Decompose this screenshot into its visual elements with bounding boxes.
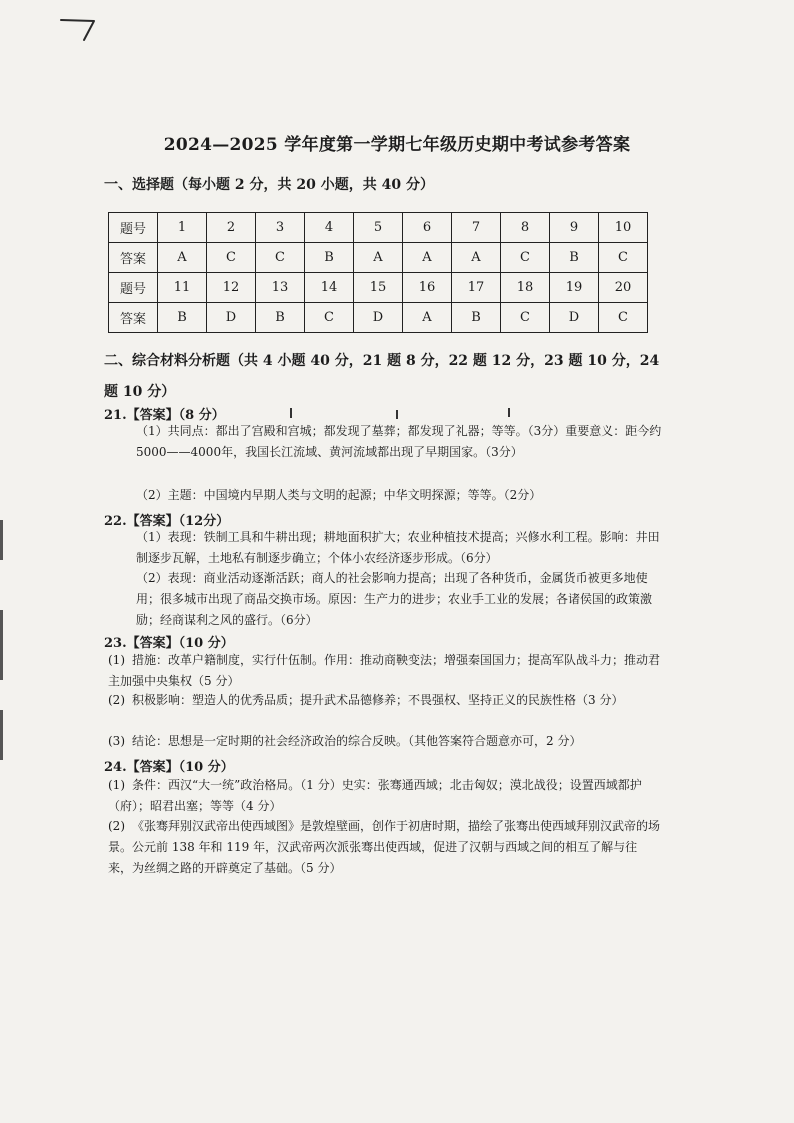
scan-speck	[508, 408, 510, 417]
q23-part3	[108, 731, 660, 752]
q23-part1	[108, 650, 660, 692]
table-cell: 18	[501, 273, 550, 303]
table-cell: 12	[207, 273, 256, 303]
q23-part3-text: 结论：思想是一定时期的社会经济政治的综合反映。（其他答案符合题意亦可，2 分）	[132, 734, 582, 748]
table-row-answers-2	[109, 303, 648, 333]
page-title: 2024—2025 学年度第一学期七年级历史期中考试参考答案	[163, 135, 631, 155]
table-cell: 9	[550, 213, 599, 243]
table-cell: 5	[354, 213, 403, 243]
table-cell: 15	[354, 273, 403, 303]
table-cell: C	[501, 303, 550, 333]
scan-edge-mark	[0, 710, 3, 760]
table-cell: 8	[501, 213, 550, 243]
table-cell: 13	[256, 273, 305, 303]
table-cell: D	[354, 303, 403, 333]
q24-part2-number: (2)	[108, 819, 125, 833]
table-cell: 17	[452, 273, 501, 303]
table-cell: 19	[550, 273, 599, 303]
table-cell: A	[403, 243, 452, 273]
table-cell: A	[403, 303, 452, 333]
table-cell: B	[452, 303, 501, 333]
table-cell: C	[599, 303, 648, 333]
table-cell: C	[305, 303, 354, 333]
table-cell: B	[550, 243, 599, 273]
q23-part1-text: 措施：改革户籍制度，实行什伍制。作用：推动商鞅变法；增强秦国国力；提高军队战斗力；推动君主加强中央集权（5 分）	[108, 653, 661, 688]
q23-part2-text: 积极影响：塑造人的优秀品质；提升武术品德修养；不畏强权、坚持正义的民族性格（3 分）	[132, 693, 624, 707]
row-label-number: 题号	[109, 213, 158, 243]
table-cell: B	[158, 303, 207, 333]
row-label-number: 题号	[109, 273, 158, 303]
q24-part2	[108, 816, 660, 879]
scan-edge-mark	[0, 520, 3, 560]
table-cell: 11	[158, 273, 207, 303]
table-cell: C	[207, 243, 256, 273]
table-row-numbers-2	[109, 273, 648, 303]
table-cell: 1	[158, 213, 207, 243]
table-cell: B	[256, 303, 305, 333]
q22-part2	[136, 568, 666, 631]
q23-part2	[108, 690, 660, 711]
q21-part1-number: （1）	[136, 424, 168, 438]
q23-heading: 23.【答案】（10 分）	[104, 636, 234, 651]
q23-part2-number: (2)	[108, 693, 125, 707]
table-cell: 10	[599, 213, 648, 243]
row-label-answer: 答案	[109, 243, 158, 273]
table-cell: 2	[207, 213, 256, 243]
table-cell: 7	[452, 213, 501, 243]
q21-part2	[136, 485, 666, 506]
table-cell: C	[501, 243, 550, 273]
q22-part1-number: （1）	[136, 530, 168, 544]
table-cell: 4	[305, 213, 354, 243]
table-cell: 3	[256, 213, 305, 243]
table-cell: C	[599, 243, 648, 273]
table-cell: A	[354, 243, 403, 273]
table-cell: A	[158, 243, 207, 273]
table-cell: 16	[403, 273, 452, 303]
q21-part2-text: 主题：中国境内早期人类与文明的起源；中华文明探源；等等。（2分）	[167, 488, 542, 502]
table-cell: D	[207, 303, 256, 333]
q22-part2-number: （2）	[136, 571, 168, 585]
q22-part1	[136, 527, 666, 569]
table-cell: A	[452, 243, 501, 273]
q22-part2-text: 表现：商业活动逐渐活跃；商人的社会影响力提高；出现了各种货币，金属货币被更多地使用；很多城市出现了商品交换市场。原因：生产力的进步；农业手工业的发展；各诸侯国的政策激励；经商谋利之风的盛行。（6分）	[136, 571, 653, 627]
table-row-numbers-1	[109, 213, 648, 243]
q22-heading: 22.【答案】（12分）	[104, 514, 230, 529]
q24-part1	[108, 775, 660, 817]
q24-part1-number: (1)	[108, 778, 125, 792]
q23-part1-number: (1)	[108, 653, 125, 667]
table-row-answers-1	[109, 243, 648, 273]
table-cell: 14	[305, 273, 354, 303]
table-cell: B	[305, 243, 354, 273]
section1-heading: 一、选择题（每小题 2 分，共 20 小题，共 40 分）	[104, 177, 434, 193]
table-cell: C	[256, 243, 305, 273]
q21-heading: 21.【答案】（8 分）	[104, 408, 225, 423]
scan-speck	[290, 408, 292, 418]
row-label-answer: 答案	[109, 303, 158, 333]
scan-edge-mark	[0, 610, 3, 680]
q22-part1-text: 表现：铁制工具和牛耕出现；耕地面积扩大；农业种植技术提高；兴修水利工程。影响：井田制逐步瓦解，土地私有制逐步确立；个体小农经济逐步形成。（6分）	[136, 530, 660, 565]
handwritten-mark	[58, 14, 106, 44]
q24-part1-text: 条件：西汉“大一统”政治格局。（1 分）史实：张骞通西域；北击匈奴；漠北战役；设置西域都护（府）；昭君出塞；等等（4 分）	[108, 778, 642, 813]
answer-table	[108, 212, 648, 333]
q24-heading: 24.【答案】（10 分）	[104, 760, 234, 775]
q21-part2-number: （2）	[136, 488, 168, 502]
table-cell: D	[550, 303, 599, 333]
table-cell: 20	[599, 273, 648, 303]
q23-part3-number: (3)	[108, 734, 125, 748]
q21-part1	[136, 421, 666, 463]
table-cell: 6	[403, 213, 452, 243]
q21-part1-text: 共同点：都出了宫殿和宫城；都发现了墓葬；都发现了礼器；等等。（3分）重要意义：距今约5000——4000年，我国长江流域、黄河流域都出现了早期国家。（3分）	[136, 424, 662, 459]
scan-speck	[396, 410, 398, 419]
section2-heading: 二、综合材料分析题（共 4 小题 40 分，21 题 8 分，22 题 12 分，23 题 10 分，24 题 10 分）	[104, 353, 660, 400]
q24-part2-text: 《张骞拜别汉武帝出使西域图》是敦煌壁画，创作于初唐时期，描绘了张骞出使西域拜别汉武帝的场景。公元前 138 年和 119 年，汉武帝两次派张骞出使西域，促进了汉朝与西域之间的相互了解与往来，为丝绸之路的开辟奠定了基础。（5 分）	[108, 819, 661, 875]
